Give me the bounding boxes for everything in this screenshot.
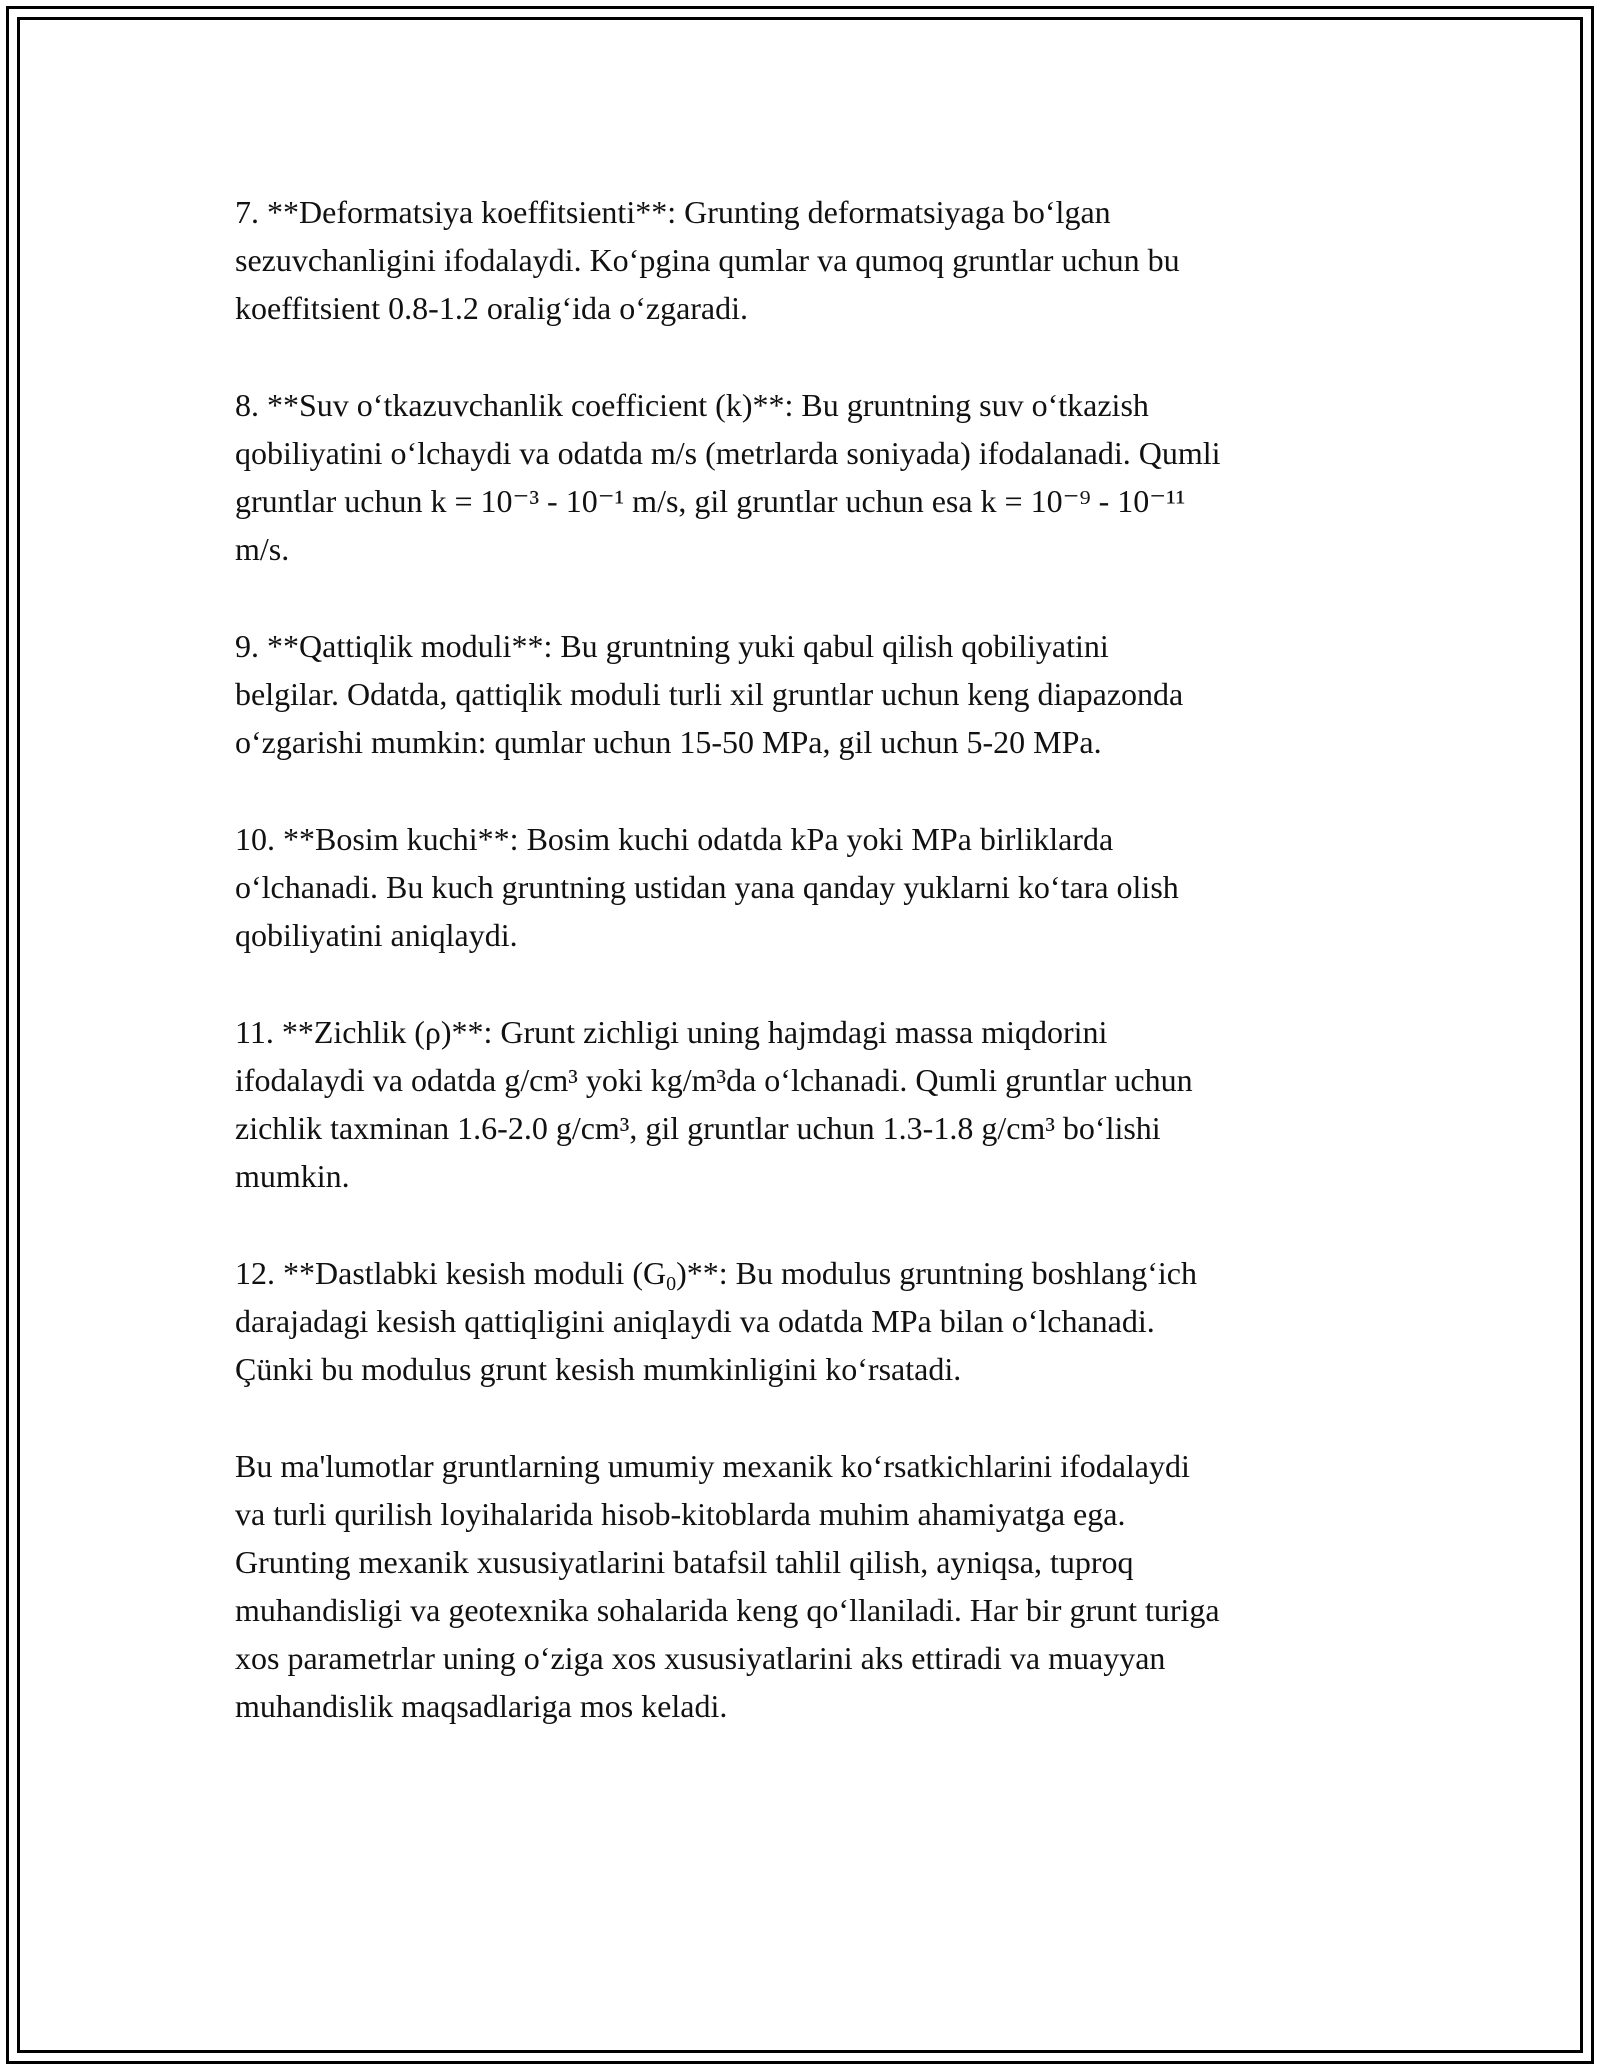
paragraph-text: 9. **Qattiqlik moduli**: Bu gruntning yuki qabul qilish qobiliyatini belgilar. Odatda, qattiqlik moduli turli xil gruntlar uchun keng diapazonda o‘zgarishi mumkin: qumlar uchun 15-50 MPa, gil uchun 5-20 MPa. bbox=[235, 628, 1184, 760]
paragraph-deformation-coefficient bbox=[235, 188, 1375, 332]
paragraph-text: 7. **Deformatsiya koeffitsienti**: Grunting deformatsiyaga bo‘lgan sezuvchanligini ifodalaydi. Ko‘pgina qumlar va qumoq gruntlar uchun bu koeffitsient 0.8-1.2 oralig‘ida o‘zgaradi. bbox=[235, 194, 1180, 326]
paragraph-pressure-force bbox=[235, 815, 1375, 959]
paragraph-text: Bu ma'lumotlar gruntlarning umumiy mexanik ko‘rsatkichlarini ifodalaydi va turli qurilish loyihalarida hisob-kitoblarda muhim ahamiyatga ega. Grunting mexanik xususiyatlarini batafsil tahlil qilish, ayniqsa, tuproq muhandisligi va geotexnika sohalarida keng qo‘llaniladi. Har bir grunt turiga xos parametrlar uning o‘ziga xos xususiyatlarini aks ettiradi va muayyan muhandislik maqsadlariga mos keladi. bbox=[235, 1448, 1220, 1724]
paragraph-text: 10. **Bosim kuchi**: Bosim kuchi odatda kPa yoki MPa birliklarda o‘lchanadi. Bu kuch gruntning ustidan yana qanday yuklarni ko‘tara olish qobiliyatini aniqlaydi. bbox=[235, 821, 1179, 953]
paragraph-stiffness-modulus bbox=[235, 622, 1375, 766]
paragraph-initial-shear-modulus bbox=[235, 1249, 1375, 1393]
paragraph-text: 11. **Zichlik (ρ)**: Grunt zichligi uning hajmdagi massa miqdorini ifodalaydi va odatda g/cm³ yoki kg/m³da o‘lchanadi. Qumli gruntlar uchun zichlik taxminan 1.6-2.0 g/cm³, gil gruntlar uchun 1.3-1.8 g/cm³ bo‘lishi mumkin. bbox=[235, 1014, 1193, 1194]
subscript-zero: 0 bbox=[666, 1273, 677, 1295]
paragraph-density bbox=[235, 1008, 1375, 1200]
paragraph-summary bbox=[235, 1442, 1375, 1730]
paragraph-text-after-subscript: )**: Bu modulus gruntning boshlang‘ich darajadagi kesish qattiqligini aniqlaydi va odatda MPa bilan o‘lchanadi. Çünki bu modulus grunt kesish mumkinligini ko‘rsatadi. bbox=[235, 1255, 1197, 1387]
document-body bbox=[235, 188, 1375, 1779]
paragraph-text: 8. **Suv o‘tkazuvchanlik coefficient (k)**: Bu gruntning suv o‘tkazish qobiliyatini o‘lchaydi va odatda m/s (metrlarda soniyada) ifodalanadi. Qumli gruntlar uchun k = 10⁻³ - 10⁻¹ m/s, gil gruntlar uchun esa k = 10⁻⁹ - 10⁻¹¹ m/s. bbox=[235, 387, 1221, 567]
paragraph-permeability-coefficient bbox=[235, 381, 1375, 573]
paragraph-text-before-subscript: 12. **Dastlabki kesish moduli (G bbox=[235, 1255, 667, 1291]
